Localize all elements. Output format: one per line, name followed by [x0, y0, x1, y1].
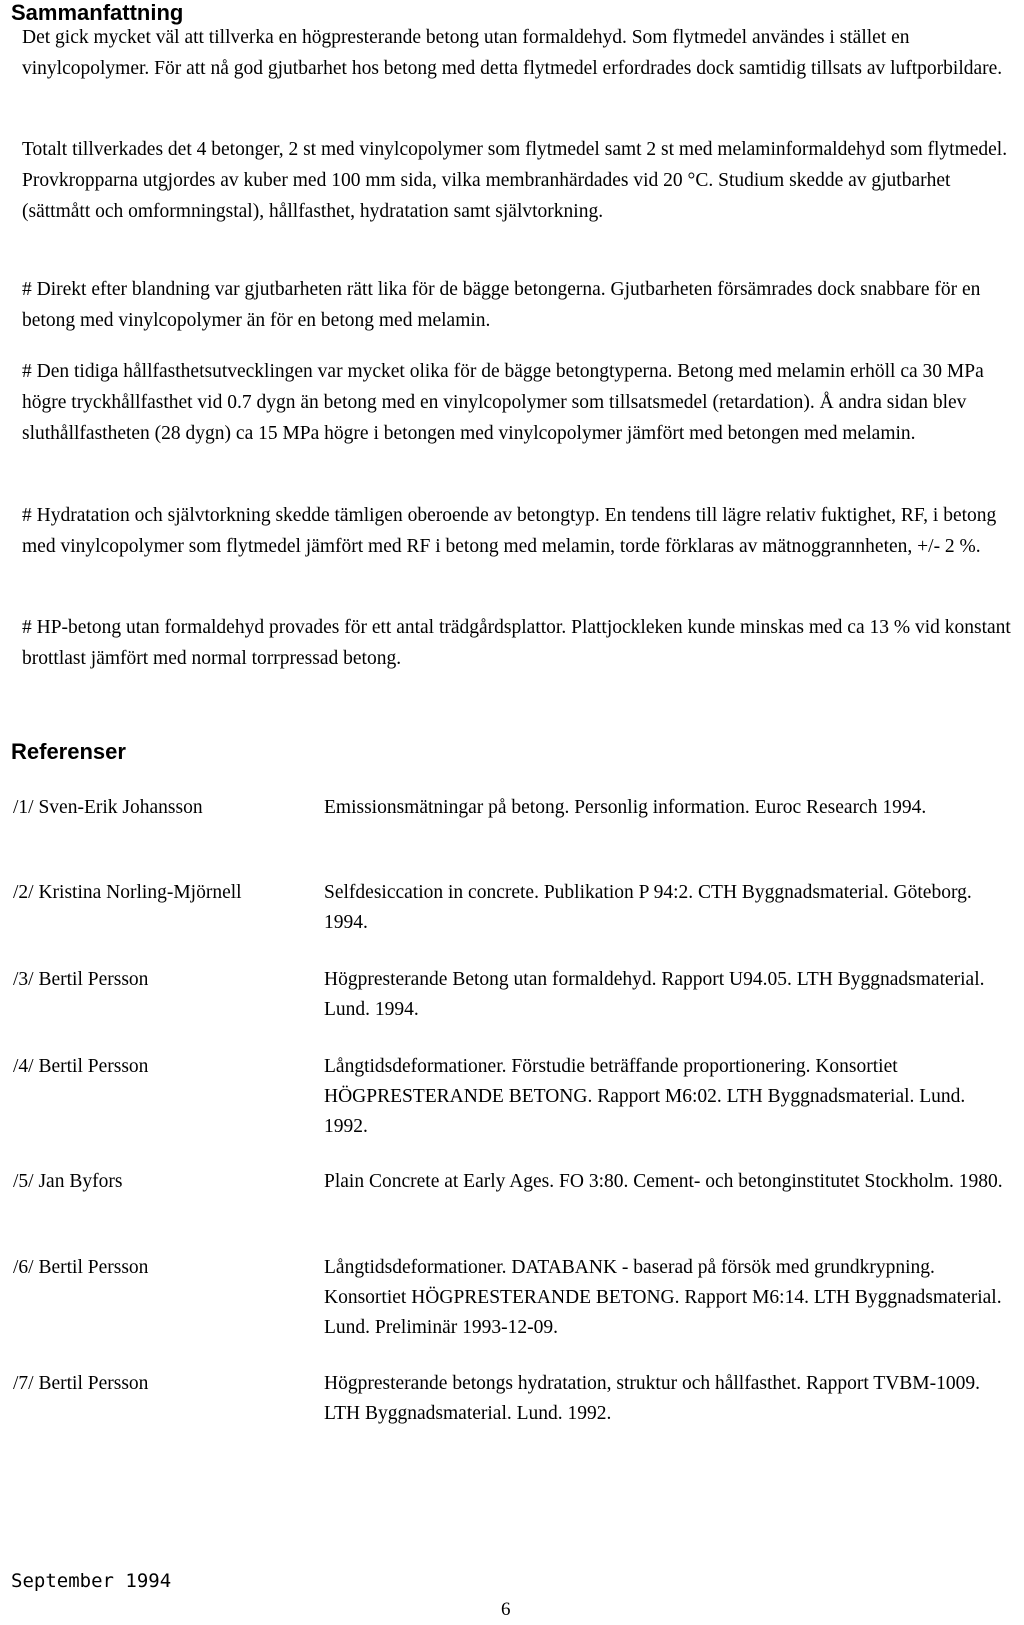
- reference-key: /5/ Jan Byfors: [13, 1171, 123, 1192]
- reference-text: Selfdesiccation in concrete. Publikation P 94:2. CTH Byggnadsmaterial. Göteborg. 1994.: [324, 882, 972, 933]
- reference-text: Långtidsdeformationer. DATABANK - baserad på försök med grundkrypning. Konsortiet HÖGPRESTERANDE BETONG. Rapport M6:14. LTH Byggnadsmaterial. Lund. Preliminär 1993-12-09.: [324, 1257, 1002, 1338]
- footer-date: September 1994: [11, 1570, 172, 1592]
- reference-text: Emissionsmätningar på betong. Personlig information. Euroc Research 1994.: [324, 797, 927, 818]
- reference-text: Plain Concrete at Early Ages. FO 3:80. Cement- och betonginstitutet Stockholm. 1980.: [324, 1171, 1003, 1192]
- reference-key: /1/ Sven-Erik Johansson: [13, 797, 203, 818]
- summary-paragraph: # HP-betong utan formaldehyd provades för ett antal trädgårdsplattor. Plattjockleken kunde minskas med ca 13 % vid konstant brottlast jämfört med normal torrpressad betong.: [22, 617, 1011, 669]
- references-heading: Referenser: [11, 739, 126, 764]
- reference-key: /4/ Bertil Persson: [13, 1056, 149, 1077]
- summary-paragraph: # Direkt efter blandning var gjutbarheten rätt lika för de bägge betongerna. Gjutbarheten försämrades dock snabbare för en betong med vinylcopolymer än för en betong med melamin.: [22, 279, 981, 331]
- summary-paragraph: # Hydratation och självtorkning skedde tämligen oberoende av betongtyp. En tendens till lägre relativ fuktighet, RF, i betong med vinylcopolymer som flytmedel jämfört med RF i betong med melamin, torde förklaras av mätnoggrannheten, +/- 2 %.: [22, 505, 997, 557]
- reference-key: /2/ Kristina Norling-Mjörnell: [13, 882, 242, 903]
- reference-text: Långtidsdeformationer. Förstudie beträffande proportionering. Konsortiet HÖGPRESTERANDE BETONG. Rapport M6:02. LTH Byggnadsmaterial. Lund. 1992.: [324, 1056, 966, 1137]
- reference-key: /3/ Bertil Persson: [13, 969, 149, 990]
- summary-paragraph: Det gick mycket väl att tillverka en högpresterande betong utan formaldehyd. Som flytmedel användes i stället en vinylcopolymer. För att nå god gjutbarhet hos betong med detta flytmedel erfordrades dock samtidig tillsats av luftporbildare.: [22, 27, 1003, 79]
- summary-heading: Sammanfattning: [11, 0, 184, 25]
- reference-text: Högpresterande betongs hydratation, struktur och hållfasthet. Rapport TVBM-1009. LTH Byggnadsmaterial. Lund. 1992.: [324, 1373, 981, 1424]
- reference-key: /7/ Bertil Persson: [13, 1373, 149, 1394]
- summary-paragraph: # Den tidiga hållfasthetsutvecklingen var mycket olika för de bägge betongtyperna. Betong med melamin erhöll ca 30 MPa högre tryckhållfasthet vid 0.7 dygn än betong med en vinylcopolymer som tillsatsmedel (retardation). Å andra sidan blev sluthållfastheten (28 dygn) ca 15 MPa högre i betongen med vinylcopolymer jämfört med betongen med melamin.: [22, 361, 984, 444]
- summary-paragraph: Totalt tillverkades det 4 betonger, 2 st med vinylcopolymer som flytmedel samt 2 st med melaminformaldehyd som flytmedel. Provkropparna utgjordes av kuber med 100 mm sida, vilka membranhärdades vid 20 °C. Studium skedde av gjutbarhet (sättmått och omformningstal), hållfasthet, hydratation samt självtorkning.: [22, 139, 1008, 222]
- reference-text: Högpresterande Betong utan formaldehyd. Rapport U94.05. LTH Byggnadsmaterial. Lund. 1994.: [324, 969, 985, 1020]
- reference-key: /6/ Bertil Persson: [13, 1257, 149, 1278]
- page-number: 6: [501, 1599, 511, 1620]
